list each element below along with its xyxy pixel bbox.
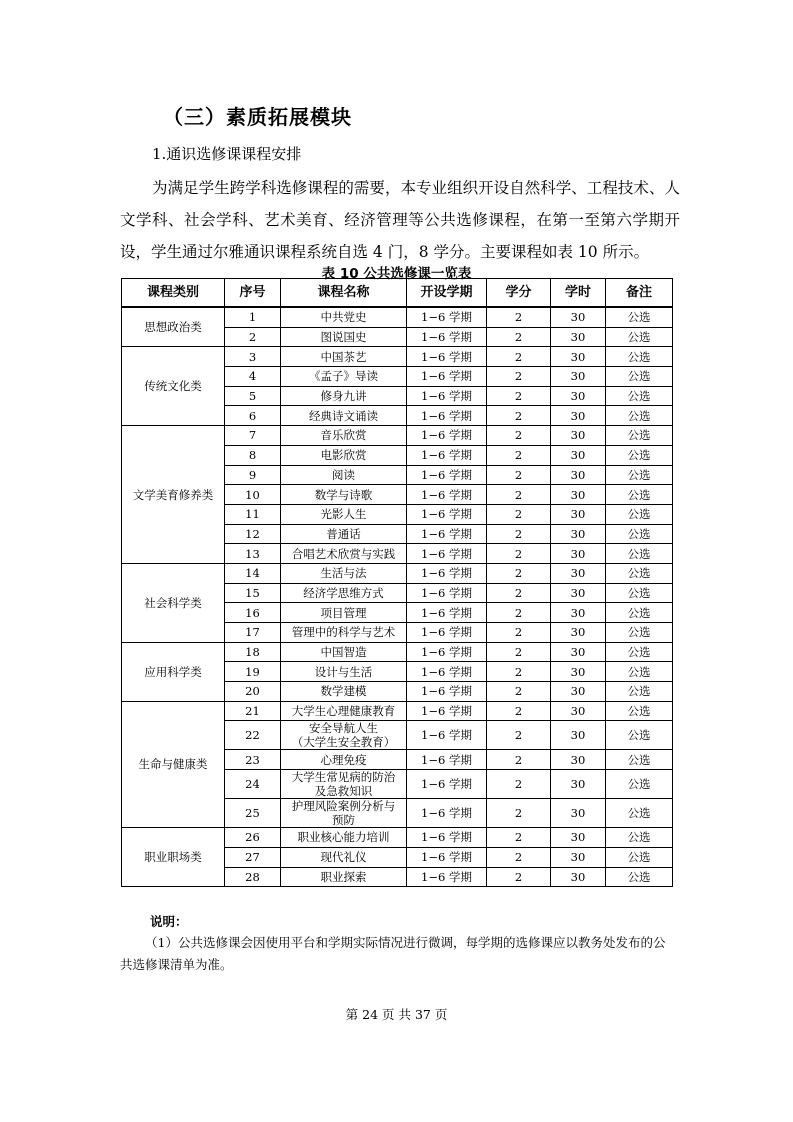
course-name: 合唱艺术欣赏与实践 <box>281 544 407 564</box>
course-term: 1−6 学期 <box>407 770 487 799</box>
course-hours: 30 <box>551 623 606 643</box>
course-note: 公选 <box>606 603 673 623</box>
course-note: 公选 <box>606 770 673 799</box>
course-note: 公选 <box>606 307 673 327</box>
course-note: 公选 <box>606 426 673 446</box>
course-term: 1−6 学期 <box>407 307 487 327</box>
course-hours: 30 <box>551 386 606 406</box>
section-title: （三）素质拓展模块 <box>163 105 352 129</box>
course-hours: 30 <box>551 662 606 682</box>
course-note: 公选 <box>606 721 673 750</box>
course-hours: 30 <box>551 682 606 702</box>
course-credit: 2 <box>487 563 551 583</box>
course-credit: 2 <box>487 603 551 623</box>
course-term: 1−6 学期 <box>407 524 487 544</box>
header-hours: 学时 <box>551 279 606 308</box>
course-credit: 2 <box>487 799 551 828</box>
table-row <box>122 307 673 327</box>
row-number: 10 <box>225 485 281 505</box>
table-header-row <box>122 279 673 308</box>
row-number: 19 <box>225 662 281 682</box>
row-number: 23 <box>225 750 281 770</box>
notes-title: 说明： <box>150 914 188 929</box>
course-name: 音乐欣赏 <box>281 426 407 446</box>
row-number: 1 <box>225 307 281 327</box>
category-cell: 传统文化类 <box>122 347 225 426</box>
course-table <box>121 278 673 887</box>
course-note: 公选 <box>606 544 673 564</box>
course-credit: 2 <box>487 642 551 662</box>
course-note: 公选 <box>606 662 673 682</box>
course-note: 公选 <box>606 701 673 721</box>
row-number: 21 <box>225 701 281 721</box>
course-name: 数学建模 <box>281 682 407 702</box>
row-number: 25 <box>225 799 281 828</box>
category-cell: 应用科学类 <box>122 642 225 701</box>
course-name: 中共党史 <box>281 307 407 327</box>
course-name: 经济学思维方式 <box>281 583 407 603</box>
course-term: 1−6 学期 <box>407 327 487 347</box>
course-term: 1−6 学期 <box>407 367 487 387</box>
course-credit: 2 <box>487 701 551 721</box>
course-credit: 2 <box>487 721 551 750</box>
course-name: 心理免疫 <box>281 750 407 770</box>
course-note: 公选 <box>606 406 673 426</box>
course-hours: 30 <box>551 367 606 387</box>
course-name: 阅读 <box>281 465 407 485</box>
course-name: 数学与诗歌 <box>281 485 407 505</box>
course-term: 1−6 学期 <box>407 662 487 682</box>
course-credit: 2 <box>487 485 551 505</box>
course-term: 1−6 学期 <box>407 828 487 848</box>
course-hours: 30 <box>551 307 606 327</box>
course-credit: 2 <box>487 750 551 770</box>
table-row <box>122 828 673 848</box>
course-credit: 2 <box>487 307 551 327</box>
course-term: 1−6 学期 <box>407 386 487 406</box>
course-name: 职业探索 <box>281 867 407 887</box>
row-number: 18 <box>225 642 281 662</box>
course-hours: 30 <box>551 485 606 505</box>
course-note: 公选 <box>606 563 673 583</box>
category-cell: 生命与健康类 <box>122 701 225 827</box>
course-hours: 30 <box>551 524 606 544</box>
course-term: 1−6 学期 <box>407 721 487 750</box>
course-note: 公选 <box>606 386 673 406</box>
row-number: 4 <box>225 367 281 387</box>
course-note: 公选 <box>606 445 673 465</box>
course-hours: 30 <box>551 721 606 750</box>
course-hours: 30 <box>551 327 606 347</box>
header-number: 序号 <box>225 279 281 308</box>
course-name: 管理中的科学与艺术 <box>281 623 407 643</box>
course-hours: 30 <box>551 867 606 887</box>
course-note: 公选 <box>606 867 673 887</box>
notes-text: （1）公共选修课会因使用平台和学期实际情况进行微调，每学期的选修课应以教务处发布的公共选修课清单为准。 <box>120 935 666 972</box>
course-credit: 2 <box>487 847 551 867</box>
course-term: 1−6 学期 <box>407 426 487 446</box>
course-hours: 30 <box>551 701 606 721</box>
course-hours: 30 <box>551 406 606 426</box>
course-hours: 30 <box>551 828 606 848</box>
course-note: 公选 <box>606 465 673 485</box>
row-number: 15 <box>225 583 281 603</box>
course-credit: 2 <box>487 524 551 544</box>
course-name: 安全导航人生 （大学生安全教育） <box>281 721 407 750</box>
course-credit: 2 <box>487 504 551 524</box>
course-name: 修身九讲 <box>281 386 407 406</box>
table-body <box>122 307 673 887</box>
course-hours: 30 <box>551 750 606 770</box>
row-number: 7 <box>225 426 281 446</box>
row-number: 13 <box>225 544 281 564</box>
course-name: 中国茶艺 <box>281 347 407 367</box>
course-note: 公选 <box>606 367 673 387</box>
row-number: 6 <box>225 406 281 426</box>
category-cell: 社会科学类 <box>122 563 225 642</box>
course-credit: 2 <box>487 327 551 347</box>
course-term: 1−6 学期 <box>407 504 487 524</box>
course-hours: 30 <box>551 465 606 485</box>
course-term: 1−6 学期 <box>407 750 487 770</box>
course-name: 大学生常见病的防治 及急救知识 <box>281 770 407 799</box>
course-name: 电影欣赏 <box>281 445 407 465</box>
course-term: 1−6 学期 <box>407 465 487 485</box>
course-hours: 30 <box>551 799 606 828</box>
course-credit: 2 <box>487 682 551 702</box>
table-row <box>122 347 673 367</box>
row-number: 27 <box>225 847 281 867</box>
intro-paragraph: 为满足学生跨学科选修课程的需要，本专业组织开设自然科学、工程技术、人文学科、社会学科、艺术美育、经济管理等公共选修课程，在第一至第六学期开设，学生通过尔雅通识课程系统自选 4 门，8 学分。主要课程如表 10 所示。 <box>120 179 680 261</box>
course-term: 1−6 学期 <box>407 406 487 426</box>
course-term: 1−6 学期 <box>407 485 487 505</box>
course-credit: 2 <box>487 426 551 446</box>
course-note: 公选 <box>606 524 673 544</box>
course-hours: 30 <box>551 347 606 367</box>
course-name: 经典诗文诵读 <box>281 406 407 426</box>
course-credit: 2 <box>487 867 551 887</box>
row-number: 16 <box>225 603 281 623</box>
course-hours: 30 <box>551 445 606 465</box>
course-note: 公选 <box>606 583 673 603</box>
course-name: 《孟子》导读 <box>281 367 407 387</box>
course-credit: 2 <box>487 445 551 465</box>
course-credit: 2 <box>487 406 551 426</box>
course-hours: 30 <box>551 603 606 623</box>
table-row <box>122 642 673 662</box>
row-number: 17 <box>225 623 281 643</box>
course-note: 公选 <box>606 642 673 662</box>
course-credit: 2 <box>487 347 551 367</box>
header-course-name: 课程名称 <box>281 279 407 308</box>
course-credit: 2 <box>487 662 551 682</box>
row-number: 8 <box>225 445 281 465</box>
course-term: 1−6 学期 <box>407 847 487 867</box>
table-row <box>122 563 673 583</box>
course-hours: 30 <box>551 583 606 603</box>
course-credit: 2 <box>487 583 551 603</box>
category-cell: 思想政治类 <box>122 307 225 347</box>
course-note: 公选 <box>606 623 673 643</box>
course-name: 大学生心理健康教育 <box>281 701 407 721</box>
course-term: 1−6 学期 <box>407 583 487 603</box>
course-name: 中国智造 <box>281 642 407 662</box>
row-number: 28 <box>225 867 281 887</box>
course-credit: 2 <box>487 386 551 406</box>
course-credit: 2 <box>487 770 551 799</box>
row-number: 2 <box>225 327 281 347</box>
table-caption: 表 10 公共选修课一览表 <box>321 266 472 282</box>
course-term: 1−6 学期 <box>407 623 487 643</box>
category-cell: 职业职场类 <box>122 828 225 887</box>
course-name: 护理风险案例分析与 预防 <box>281 799 407 828</box>
course-name: 图说国史 <box>281 327 407 347</box>
course-note: 公选 <box>606 799 673 828</box>
header-category: 课程类别 <box>122 279 225 308</box>
course-hours: 30 <box>551 426 606 446</box>
row-number: 11 <box>225 504 281 524</box>
row-number: 9 <box>225 465 281 485</box>
row-number: 3 <box>225 347 281 367</box>
course-credit: 2 <box>487 465 551 485</box>
course-name: 职业核心能力培训 <box>281 828 407 848</box>
page-footer: 第 24 页 共 37 页 <box>345 1007 448 1022</box>
course-note: 公选 <box>606 327 673 347</box>
header-credit: 学分 <box>487 279 551 308</box>
course-term: 1−6 学期 <box>407 642 487 662</box>
course-note: 公选 <box>606 828 673 848</box>
course-term: 1−6 学期 <box>407 603 487 623</box>
row-number: 24 <box>225 770 281 799</box>
row-number: 5 <box>225 386 281 406</box>
course-hours: 30 <box>551 563 606 583</box>
course-credit: 2 <box>487 544 551 564</box>
course-term: 1−6 学期 <box>407 347 487 367</box>
course-note: 公选 <box>606 750 673 770</box>
course-term: 1−6 学期 <box>407 563 487 583</box>
course-note: 公选 <box>606 847 673 867</box>
course-term: 1−6 学期 <box>407 544 487 564</box>
course-hours: 30 <box>551 504 606 524</box>
course-term: 1−6 学期 <box>407 682 487 702</box>
row-number: 14 <box>225 563 281 583</box>
sub-title: 1.通识选修课课程安排 <box>152 145 302 163</box>
course-credit: 2 <box>487 623 551 643</box>
row-number: 26 <box>225 828 281 848</box>
course-term: 1−6 学期 <box>407 701 487 721</box>
course-term: 1−6 学期 <box>407 799 487 828</box>
course-name: 现代礼仪 <box>281 847 407 867</box>
category-cell: 文学美育修养类 <box>122 426 225 564</box>
header-note: 备注 <box>606 279 673 308</box>
row-number: 20 <box>225 682 281 702</box>
course-term: 1−6 学期 <box>407 445 487 465</box>
table-row <box>122 701 673 721</box>
course-name: 项目管理 <box>281 603 407 623</box>
course-name: 普通话 <box>281 524 407 544</box>
course-hours: 30 <box>551 847 606 867</box>
course-hours: 30 <box>551 770 606 799</box>
course-hours: 30 <box>551 642 606 662</box>
course-term: 1−6 学期 <box>407 867 487 887</box>
course-note: 公选 <box>606 682 673 702</box>
header-term: 开设学期 <box>407 279 487 308</box>
course-name: 光影人生 <box>281 504 407 524</box>
course-hours: 30 <box>551 544 606 564</box>
table-row <box>122 426 673 446</box>
course-name: 生活与法 <box>281 563 407 583</box>
course-name: 设计与生活 <box>281 662 407 682</box>
row-number: 12 <box>225 524 281 544</box>
course-credit: 2 <box>487 828 551 848</box>
course-note: 公选 <box>606 485 673 505</box>
course-note: 公选 <box>606 504 673 524</box>
row-number: 22 <box>225 721 281 750</box>
course-note: 公选 <box>606 347 673 367</box>
course-credit: 2 <box>487 367 551 387</box>
